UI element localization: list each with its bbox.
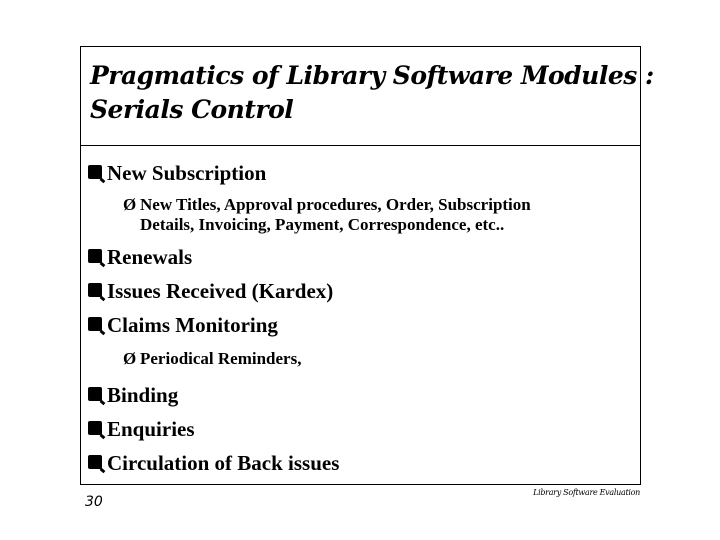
title-box bbox=[81, 47, 654, 146]
bullet-text: Enquiries bbox=[107, 416, 195, 441]
bullet-text: Binding bbox=[107, 382, 179, 407]
footer-title: Library Software Evaluation bbox=[533, 488, 640, 497]
square-bullet-icon bbox=[88, 165, 102, 179]
bullet-text: New Subscription bbox=[107, 160, 267, 185]
bullet-text: Issues Received (Kardex) bbox=[107, 278, 334, 303]
bullet-text: Renewals bbox=[107, 244, 193, 269]
bullet-list bbox=[88, 157, 636, 480]
bullet-text: Claims Monitoring bbox=[107, 312, 278, 337]
square-bullet-icon bbox=[88, 317, 102, 331]
slide-number: 30 bbox=[85, 494, 103, 510]
sub-bullet-item bbox=[88, 349, 636, 369]
square-bullet-icon bbox=[88, 421, 102, 435]
square-bullet-icon bbox=[88, 455, 102, 469]
sub-bullet-item bbox=[88, 195, 636, 235]
slide-frame bbox=[80, 46, 654, 510]
square-bullet-icon bbox=[88, 387, 102, 401]
square-bullet-icon bbox=[88, 249, 102, 263]
bullet-item bbox=[88, 274, 636, 308]
bullet-item bbox=[88, 308, 636, 342]
slide-title-line-2: Serials Control bbox=[90, 95, 294, 124]
bullet-item bbox=[88, 446, 636, 480]
bullet-item bbox=[88, 378, 636, 412]
bullet-item bbox=[88, 240, 636, 274]
bullet-item bbox=[88, 157, 636, 189]
arrow-bullet-icon: Ø bbox=[123, 349, 137, 368]
arrow-bullet-icon: Ø bbox=[123, 195, 137, 214]
sub-bullet-text: Periodical Reminders, bbox=[140, 349, 302, 368]
square-bullet-icon bbox=[88, 283, 102, 297]
slide-title-line-1: Pragmatics of Library Software Modules : bbox=[90, 61, 654, 90]
sub-bullet-text: New Titles, Approval procedures, Order, Subscription bbox=[140, 195, 531, 214]
bullet-text: Circulation of Back issues bbox=[107, 450, 340, 475]
bullet-item bbox=[88, 412, 636, 446]
sub-bullet-text-cont: Details, Invoicing, Payment, Correspondence, etc.. bbox=[140, 215, 505, 234]
